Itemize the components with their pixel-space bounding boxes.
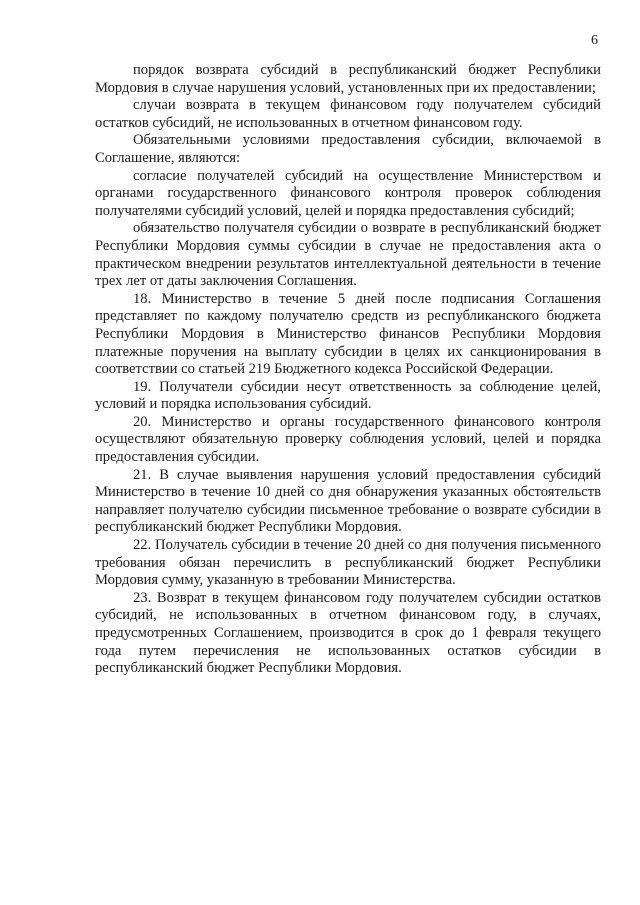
document-body bbox=[95, 62, 601, 678]
paragraph-item-19: 19. Получатели субсидии несут ответственность за соблюдение целей, условий и порядка использования субсидий. bbox=[95, 378, 601, 413]
paragraph-refund-obligation: обязательство получателя субсидии о возврате в республиканский бюджет Республики Мордовия суммы субсидии в случае не предоставления акта о практическом внедрении результатов интеллектуальной деятельности в течение трех лет от даты заключения Соглашения. bbox=[95, 220, 601, 290]
paragraph-item-18: 18. Министерство в течение 5 дней после подписания Соглашения представляет по каждому получателю средств из республиканского бюджета Республики Мордовия в Министерство финансов Республики Мордовия платежные поручения на выплату субсидии в целях их санкционирования в соответствии со статьей 219 Бюджетного кодекса Российской Федерации. bbox=[95, 290, 601, 378]
paragraph-item-20: 20. Министерство и органы государственного финансового контроля осуществляют обязательную проверку соблюдения условий, целей и порядка предоставления субсидии. bbox=[95, 413, 601, 466]
paragraph-refund-cases: случаи возврата в текущем финансовом году получателем субсидий остатков субсидий, не использованных в отчетном финансовом году. bbox=[95, 97, 601, 131]
paragraph-consent-to-inspections: согласие получателей субсидий на осуществление Министерством и органами государственного финансового контроля проверок соблюдения получателями субсидий условий, целей и порядка предоставления субсидий; bbox=[95, 167, 601, 219]
paragraph-item-23: 23. Возврат в текущем финансовом году получателем субсидии остатков субсидий, не использованных в отчетном финансовом году, в случаях, предусмотренных Соглашением, производится в срок до 1 февраля текущего года путем перечисления не использованных остатков субсидии в республиканский бюджет Республики Мордовия. bbox=[95, 589, 601, 677]
paragraph-refund-procedure: порядок возврата субсидий в республиканский бюджет Республики Мордовия в случае нарушения условий, установленных при их предоставлении; bbox=[95, 62, 601, 96]
paragraph-mandatory-conditions: Обязательными условиями предоставления субсидии, включаемой в Соглашение, являются: bbox=[95, 132, 601, 166]
paragraph-item-22: 22. Получатель субсидии в течение 20 дней со дня получения письменного требования обязан перечислить в республиканский бюджет Республики Мордовия сумму, указанную в требовании Министерства. bbox=[95, 537, 601, 589]
page-number: 6 bbox=[591, 33, 598, 48]
paragraph-item-21: 21. В случае выявления нарушения условий предоставления субсидий Министерство в течение 10 дней со дня обнаружения указанных обстоятельств направляет получателю субсидии письменное требование о возврате субсидии в республиканский бюджет Республики Мордовия. bbox=[95, 466, 601, 536]
